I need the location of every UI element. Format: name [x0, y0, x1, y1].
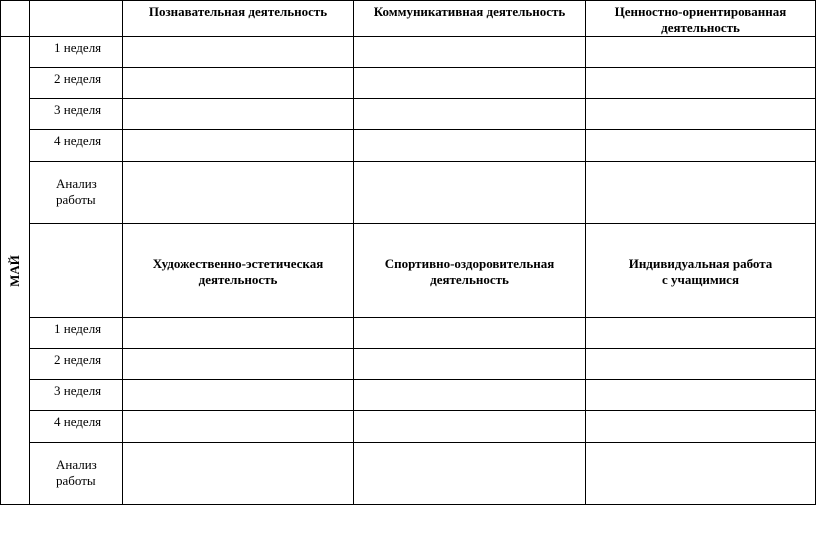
header-value-oriented: Ценностно-ориентированная деятельность — [586, 1, 816, 37]
empty-cell — [123, 443, 354, 505]
table-row — [1, 318, 816, 349]
table-row — [1, 130, 816, 162]
empty-cell — [586, 130, 816, 162]
table-row — [1, 68, 816, 99]
empty-cell — [123, 162, 354, 224]
empty-cell — [586, 349, 816, 380]
month-cell: МАЙ — [1, 37, 30, 505]
week-label: 1 неделя — [30, 37, 123, 68]
empty-cell — [354, 380, 586, 411]
empty-cell — [123, 37, 354, 68]
header-individual: Индивидуальная работа с учащимися — [586, 224, 816, 318]
empty-cell — [354, 411, 586, 443]
empty-cell — [586, 380, 816, 411]
empty-cell — [586, 318, 816, 349]
empty-cell — [586, 443, 816, 505]
empty-cell — [586, 37, 816, 68]
empty-cell — [30, 224, 123, 318]
corner-cell-2 — [30, 1, 123, 37]
analysis-label: Анализ работы — [30, 443, 123, 505]
empty-cell — [123, 411, 354, 443]
week-label: 2 неделя — [30, 68, 123, 99]
week-label: 1 неделя — [30, 318, 123, 349]
empty-cell — [354, 318, 586, 349]
analysis-label: Анализ работы — [30, 162, 123, 224]
empty-cell — [354, 99, 586, 130]
empty-cell — [586, 411, 816, 443]
empty-cell — [123, 68, 354, 99]
corner-cell — [1, 1, 30, 37]
empty-cell — [354, 162, 586, 224]
empty-cell — [586, 68, 816, 99]
empty-cell — [586, 162, 816, 224]
empty-cell — [354, 68, 586, 99]
week-label: 3 неделя — [30, 99, 123, 130]
empty-cell — [586, 99, 816, 130]
header-row-2 — [1, 224, 816, 318]
header-row-1 — [1, 1, 816, 37]
table-row — [1, 443, 816, 505]
week-label: 4 неделя — [30, 411, 123, 443]
empty-cell — [123, 349, 354, 380]
header-sports: Спортивно-оздоровительная деятельность — [354, 224, 586, 318]
empty-cell — [123, 380, 354, 411]
table-row — [1, 411, 816, 443]
empty-cell — [354, 130, 586, 162]
empty-cell — [123, 99, 354, 130]
week-label: 4 неделя — [30, 130, 123, 162]
table-row — [1, 99, 816, 130]
empty-cell — [354, 349, 586, 380]
empty-cell — [123, 318, 354, 349]
table-row — [1, 349, 816, 380]
table-row — [1, 37, 816, 68]
empty-cell — [123, 130, 354, 162]
week-label: 2 неделя — [30, 349, 123, 380]
header-cognitive: Познавательная деятельность — [123, 1, 354, 37]
week-label: 3 неделя — [30, 380, 123, 411]
empty-cell — [354, 443, 586, 505]
header-artistic: Художественно-эстетическая деятельность — [123, 224, 354, 318]
header-communicative: Коммуникативная деятельность — [354, 1, 586, 37]
empty-cell — [354, 37, 586, 68]
table-row — [1, 380, 816, 411]
table-row — [1, 162, 816, 224]
